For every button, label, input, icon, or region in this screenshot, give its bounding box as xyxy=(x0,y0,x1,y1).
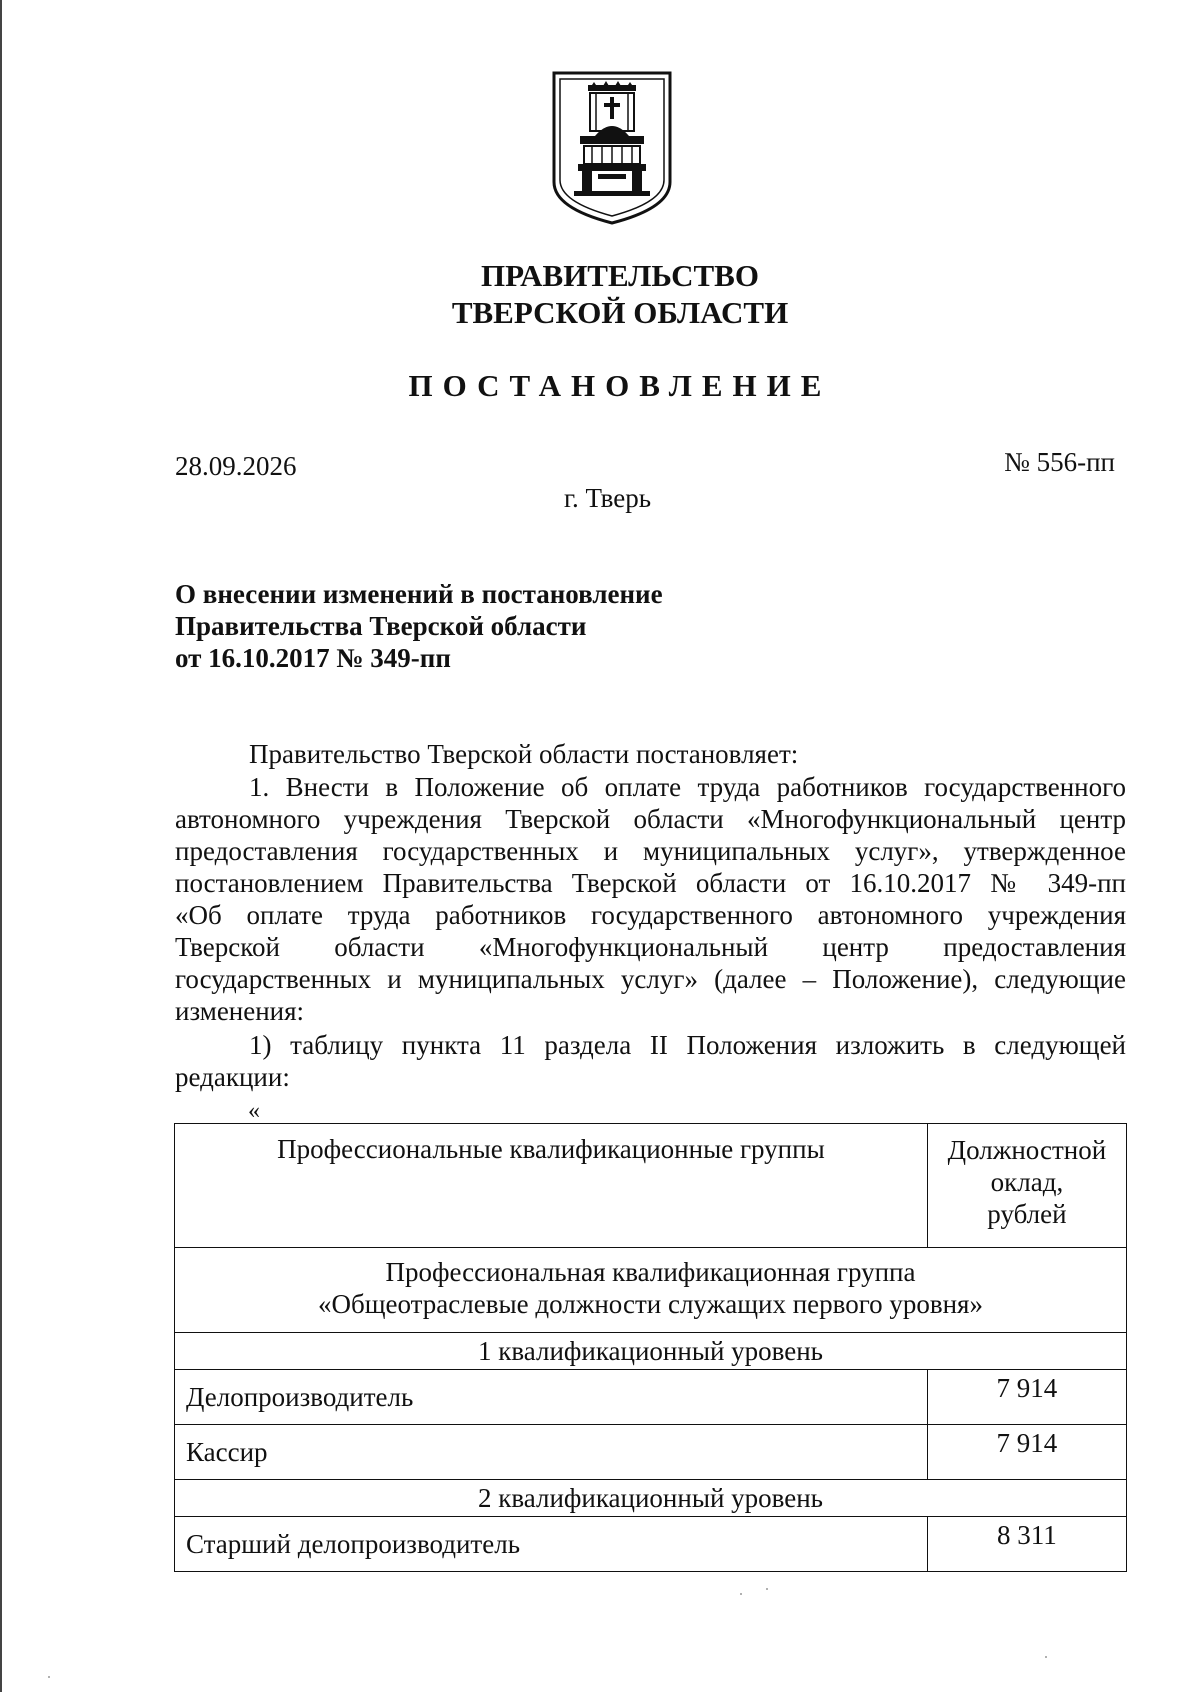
document-number: № 556-пп xyxy=(1004,447,1115,477)
qualification-group-title xyxy=(175,1248,1127,1333)
column-header-line: Должностной xyxy=(947,1135,1107,1165)
paragraph-1-item-1 xyxy=(175,1029,1126,1093)
paragraph-line: редакции: xyxy=(175,1062,290,1092)
paragraph-1 xyxy=(175,771,1126,1027)
scan-edge xyxy=(0,0,2,1692)
paragraph-line: постановлением Правительства Тверской области от 16.10.2017 № 349-пп xyxy=(175,868,1126,898)
column-header-groups: Профессиональные квалификационные группы xyxy=(175,1124,928,1248)
paragraph-line: автономного учреждения Тверской области «Многофункциональный центр xyxy=(175,804,1126,834)
position-name: Старший делопроизводитель xyxy=(175,1517,928,1572)
subject-line: Правительства Тверской области xyxy=(175,611,587,641)
group-title-line: «Общеотраслевые должности служащих первого уровня» xyxy=(318,1289,983,1319)
column-header-line: оклад, xyxy=(990,1167,1064,1197)
group-row xyxy=(175,1248,1127,1333)
paragraph-line: Тверской области «Многофункциональный центр предоставления xyxy=(175,932,1126,962)
scan-speck xyxy=(1045,1656,1047,1658)
tver-coat-of-arms-icon xyxy=(551,70,673,226)
position-salary: 7 914 xyxy=(927,1370,1126,1425)
position-name: Делопроизводитель xyxy=(175,1370,928,1425)
position-salary: 8 311 xyxy=(927,1517,1126,1572)
position-name: Кассир xyxy=(175,1425,928,1480)
qualification-level-1: 1 квалификационный уровень xyxy=(175,1333,1127,1370)
level-row xyxy=(175,1480,1127,1517)
organization-name-line1: ПРАВИТЕЛЬСТВО xyxy=(481,258,759,293)
paragraph-line: государственных и муниципальных услуг» (далее – Положение), следующие xyxy=(175,964,1126,994)
opening-quote-mark: « xyxy=(248,1098,260,1124)
subject-line: О внесении изменений в постановление xyxy=(175,579,663,609)
paragraph-line: предоставления государственных и муниципальных услуг», утвержденное xyxy=(175,836,1126,866)
paragraph-line: 1) таблицу пункта 11 раздела II Положения изложить в следующей xyxy=(249,1030,1126,1060)
scan-speck xyxy=(766,1588,768,1590)
level-row xyxy=(175,1333,1127,1370)
paragraph-line: «Об оплате труда работников государственного автономного учреждения xyxy=(175,900,1126,930)
paragraph-line: изменения: xyxy=(175,996,305,1026)
table-row xyxy=(175,1370,1127,1425)
table-row xyxy=(175,1517,1127,1572)
paragraph-line: 1. Внести в Положение об оплате труда работников государственного xyxy=(249,772,1126,802)
table-header-row xyxy=(175,1124,1127,1248)
group-title-line: Профессиональная квалификационная группа xyxy=(385,1257,916,1287)
organization-name-line2: ТВЕРСКОЙ ОБЛАСТИ xyxy=(451,295,789,330)
position-salary: 7 914 xyxy=(927,1425,1126,1480)
document-subject xyxy=(175,578,663,674)
table-row xyxy=(175,1425,1127,1480)
scan-speck xyxy=(48,1676,50,1678)
salary-table xyxy=(174,1123,1127,1572)
column-header-salary xyxy=(927,1124,1126,1248)
subject-line: от 16.10.2017 № 349-пп xyxy=(175,643,451,673)
qualification-level-2: 2 квалификационный уровень xyxy=(175,1480,1127,1517)
intro-paragraph: Правительство Тверской области постановляет: xyxy=(249,739,799,769)
document-date: 28.09.2026 xyxy=(175,451,297,481)
column-header-line: рублей xyxy=(987,1199,1067,1229)
document-type: ПОСТАНОВЛЕНИЕ xyxy=(408,368,832,403)
document-city: г. Тверь xyxy=(563,483,652,513)
scan-speck xyxy=(740,1593,742,1595)
